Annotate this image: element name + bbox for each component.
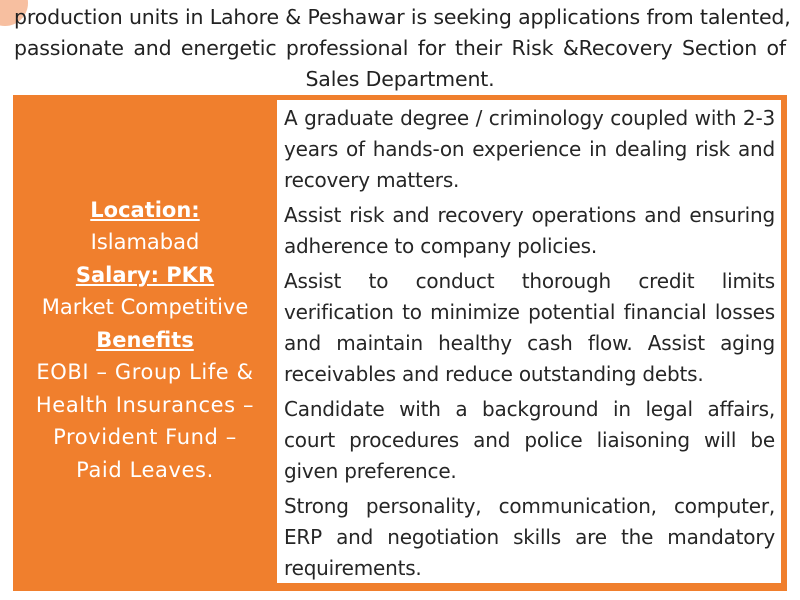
benefits-value: EOBI – Group Life & Health Insurances – Provident Fund – Paid Leaves.	[35, 360, 255, 482]
location-label: Location:	[90, 197, 200, 222]
intro-paragraph	[0, 2, 800, 95]
requirements-panel	[277, 100, 781, 583]
requirement-item: Assist to conduct thorough credit limits verification to minimize potential financial losses and maintain healthy cash flow. Assist aging receivables and reduce outstanding debts.	[284, 269, 775, 386]
bottom-strip	[13, 591, 787, 600]
job-details-card	[13, 95, 787, 591]
location-value: Islamabad	[90, 230, 200, 255]
requirement-item: Candidate with a background in legal affairs, court procedures and police liaisoning will be given preference.	[284, 397, 775, 483]
intro-line-3: Sales Department.	[305, 67, 495, 91]
salary-value: Market Competitive	[41, 295, 249, 320]
job-summary-panel	[13, 95, 277, 591]
intro-line-1: production units in Lahore & Peshawar is seeking applications from talented,	[14, 5, 791, 29]
requirement-item: Assist risk and recovery operations and ensuring adherence to company policies.	[284, 203, 775, 258]
benefits-label: Benefits	[96, 327, 194, 352]
intro-line-2: passionate and energetic professional for their Risk &Recovery Section of	[14, 36, 786, 60]
salary-label: Salary: PKR	[75, 262, 215, 287]
requirement-item: Strong personality, communication, computer, ERP and negotiation skills are the mandatory requirements.	[284, 494, 775, 580]
requirement-item: A graduate degree / criminology coupled with 2-3 years of hands-on experience in dealing risk and recovery matters.	[284, 106, 775, 192]
